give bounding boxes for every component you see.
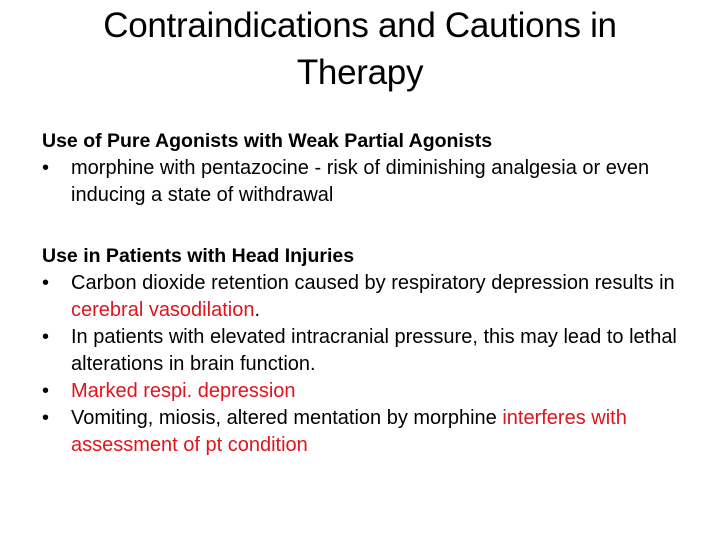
emphasis-text: Marked respi. depression — [71, 380, 296, 402]
bullet-dot-icon: • — [42, 380, 50, 402]
title-line-1: Contraindications and Cautions in — [103, 6, 617, 45]
section-partial-agonists — [42, 128, 682, 209]
bullet-dot-icon: • — [42, 272, 50, 294]
emphasis-text: interferes with assessment of pt condition — [71, 407, 627, 456]
section-heading: Use of Pure Agonists with Weak Partial Agonists — [42, 130, 493, 152]
bullet-text-end: . — [254, 299, 260, 321]
bullet-item — [42, 155, 682, 209]
bullet-text: Vomiting, miosis, altered mentation by morphine — [71, 407, 503, 429]
bullet-item — [42, 324, 682, 378]
bullet-item — [42, 378, 682, 405]
bullet-dot-icon: • — [42, 157, 50, 179]
section-heading: Use in Patients with Head Injuries — [42, 245, 355, 267]
section-head-injuries — [42, 243, 682, 459]
bullet-dot-icon: • — [42, 326, 50, 348]
bullet-item — [42, 405, 682, 459]
title-line-2: Therapy — [296, 53, 424, 92]
bullet-text: Carbon dioxide retention caused by respiratory depression results in — [71, 272, 675, 294]
emphasis-text: cerebral vasodilation — [71, 299, 255, 321]
slide-title — [40, 2, 680, 96]
bullet-dot-icon: • — [42, 407, 50, 429]
bullet-text: In patients with elevated intracranial pressure, this may lead to lethal alterations in brain function. — [71, 326, 677, 375]
bullet-item — [42, 270, 682, 324]
bullet-text: morphine with pentazocine - risk of diminishing analgesia or even inducing a state of withdrawal — [71, 157, 650, 206]
